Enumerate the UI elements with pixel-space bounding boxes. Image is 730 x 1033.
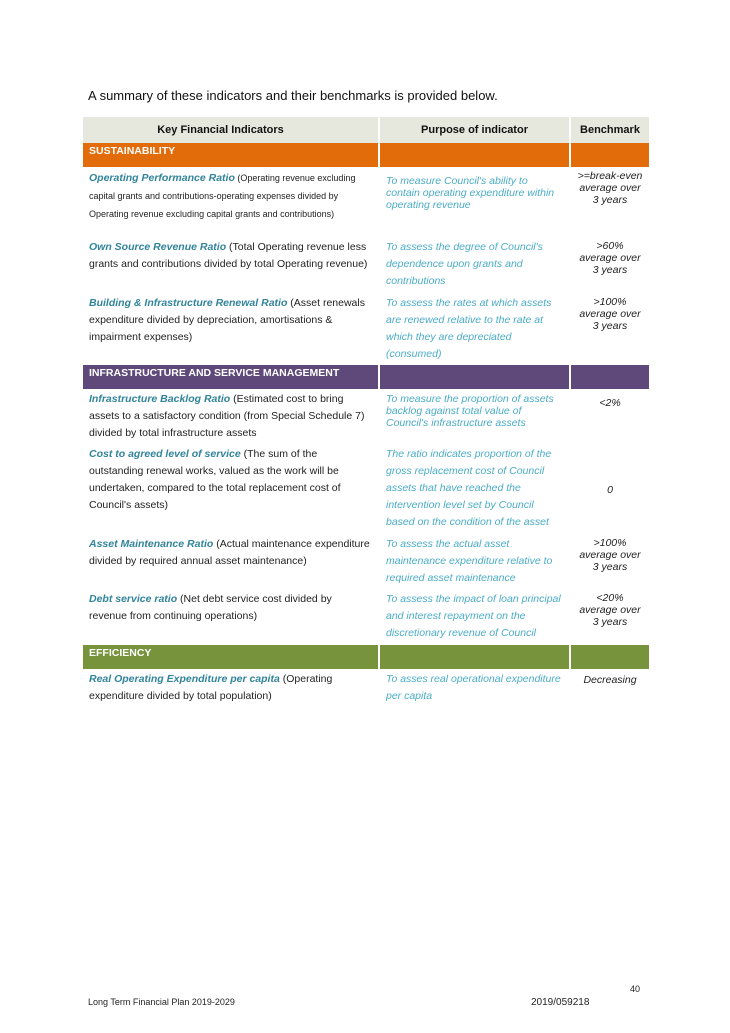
indicator-benchmark: <2%: [570, 389, 649, 444]
indicator-purpose: To asses real operational expenditure per capita: [379, 669, 570, 713]
table-header-row: [83, 117, 649, 143]
table-row: [83, 237, 649, 293]
indicator-benchmark: >100% average over 3 years: [570, 534, 649, 589]
indicator-benchmark: Decreasing: [570, 669, 649, 713]
table-row: [83, 167, 649, 237]
section-title: SUSTAINABILITY: [83, 143, 379, 167]
indicator-desc: (Asset renewals expenditure divided by depreciation, amortisations & impairment expenses): [89, 297, 365, 343]
section-sustainability: [83, 143, 649, 167]
footer-reference: 2019/059218: [531, 997, 590, 1008]
indicator-title: Cost to agreed level of service: [89, 448, 241, 460]
indicator-desc: (Estimated cost to bring assets to a satisfactory condition (from Special Schedule 7) divided by total infrastructure assets: [89, 393, 365, 439]
indicator-desc: (Operating revenue excluding capital grants and contributions-operating expenses divided by Operating revenue excluding capital grants and contributions): [89, 173, 356, 219]
table-row: [83, 293, 649, 365]
indicator-purpose: To measure the proportion of assets backlog against total value of Council's infrastructure assets: [379, 389, 570, 444]
intro-text: A summary of these indicators and their benchmarks is provided below.: [88, 88, 498, 103]
indicator-benchmark: >100% average over 3 years: [570, 293, 649, 365]
indicator-desc: (Actual maintenance expenditure divided by required annual asset maintenance): [89, 538, 370, 567]
indicator-title: Operating Performance Ratio: [89, 172, 235, 184]
indicator-title: Infrastructure Backlog Ratio: [89, 393, 231, 405]
footer-document-title: Long Term Financial Plan 2019-2029: [88, 997, 235, 1007]
indicator-purpose: The ratio indicates proportion of the gross replacement cost of Council assets that have reached the intervention level set by Council based on the condition of the asset: [379, 444, 570, 534]
section-title: INFRASTRUCTURE AND SERVICE MANAGEMENT: [83, 365, 379, 389]
section-efficiency: [83, 645, 649, 669]
indicators-table: [83, 117, 649, 713]
indicator-purpose: To measure Council's ability to contain operating expenditure within operating revenue: [379, 167, 570, 237]
indicator-benchmark: 0: [570, 444, 649, 534]
indicator-benchmark: >=break-even average over 3 years: [570, 167, 649, 237]
indicator-benchmark: >60% average over 3 years: [570, 237, 649, 293]
indicator-desc: (Total Operating revenue less grants and contributions divided by total Operating revenue): [89, 241, 368, 270]
table-row: [83, 444, 649, 534]
header-benchmark: Benchmark: [570, 117, 649, 143]
indicator-title: Debt service ratio: [89, 593, 178, 605]
table-row: [83, 534, 649, 589]
indicator-title: Real Operating Expenditure per capita: [89, 673, 280, 685]
header-purpose: Purpose of indicator: [379, 117, 570, 143]
indicator-title: Building & Infrastructure Renewal Ratio: [89, 297, 288, 309]
indicator-purpose: To assess the degree of Council's dependence upon grants and contributions: [379, 237, 570, 293]
header-indicators: Key Financial Indicators: [83, 117, 379, 143]
indicator-title: Own Source Revenue Ratio: [89, 241, 227, 253]
indicator-purpose: To assess the actual asset maintenance expenditure relative to required asset maintenance: [379, 534, 570, 589]
indicator-purpose: To assess the impact of loan principal and interest repayment on the discretionary revenue of Council: [379, 589, 570, 645]
section-infrastructure: [83, 365, 649, 389]
indicator-desc: (The sum of the outstanding renewal works, valued as the work will be undertaken, compared to the total replacement cost of Council's assets): [89, 448, 341, 511]
indicator-desc: (Net debt service cost divided by revenue from continuing operations): [89, 593, 332, 622]
section-title: EFFICIENCY: [83, 645, 379, 669]
page-number: 40: [630, 984, 641, 994]
table-row: [83, 669, 649, 713]
table-row: [83, 589, 649, 645]
indicator-title: Asset Maintenance Ratio: [89, 538, 214, 550]
indicator-purpose: To assess the rates at which assets are renewed relative to the rate at which they are depreciated (consumed): [379, 293, 570, 365]
indicator-benchmark: <20% average over 3 years: [570, 589, 649, 645]
indicator-desc: (Operating expenditure divided by total population): [89, 673, 333, 702]
table-row: [83, 389, 649, 444]
